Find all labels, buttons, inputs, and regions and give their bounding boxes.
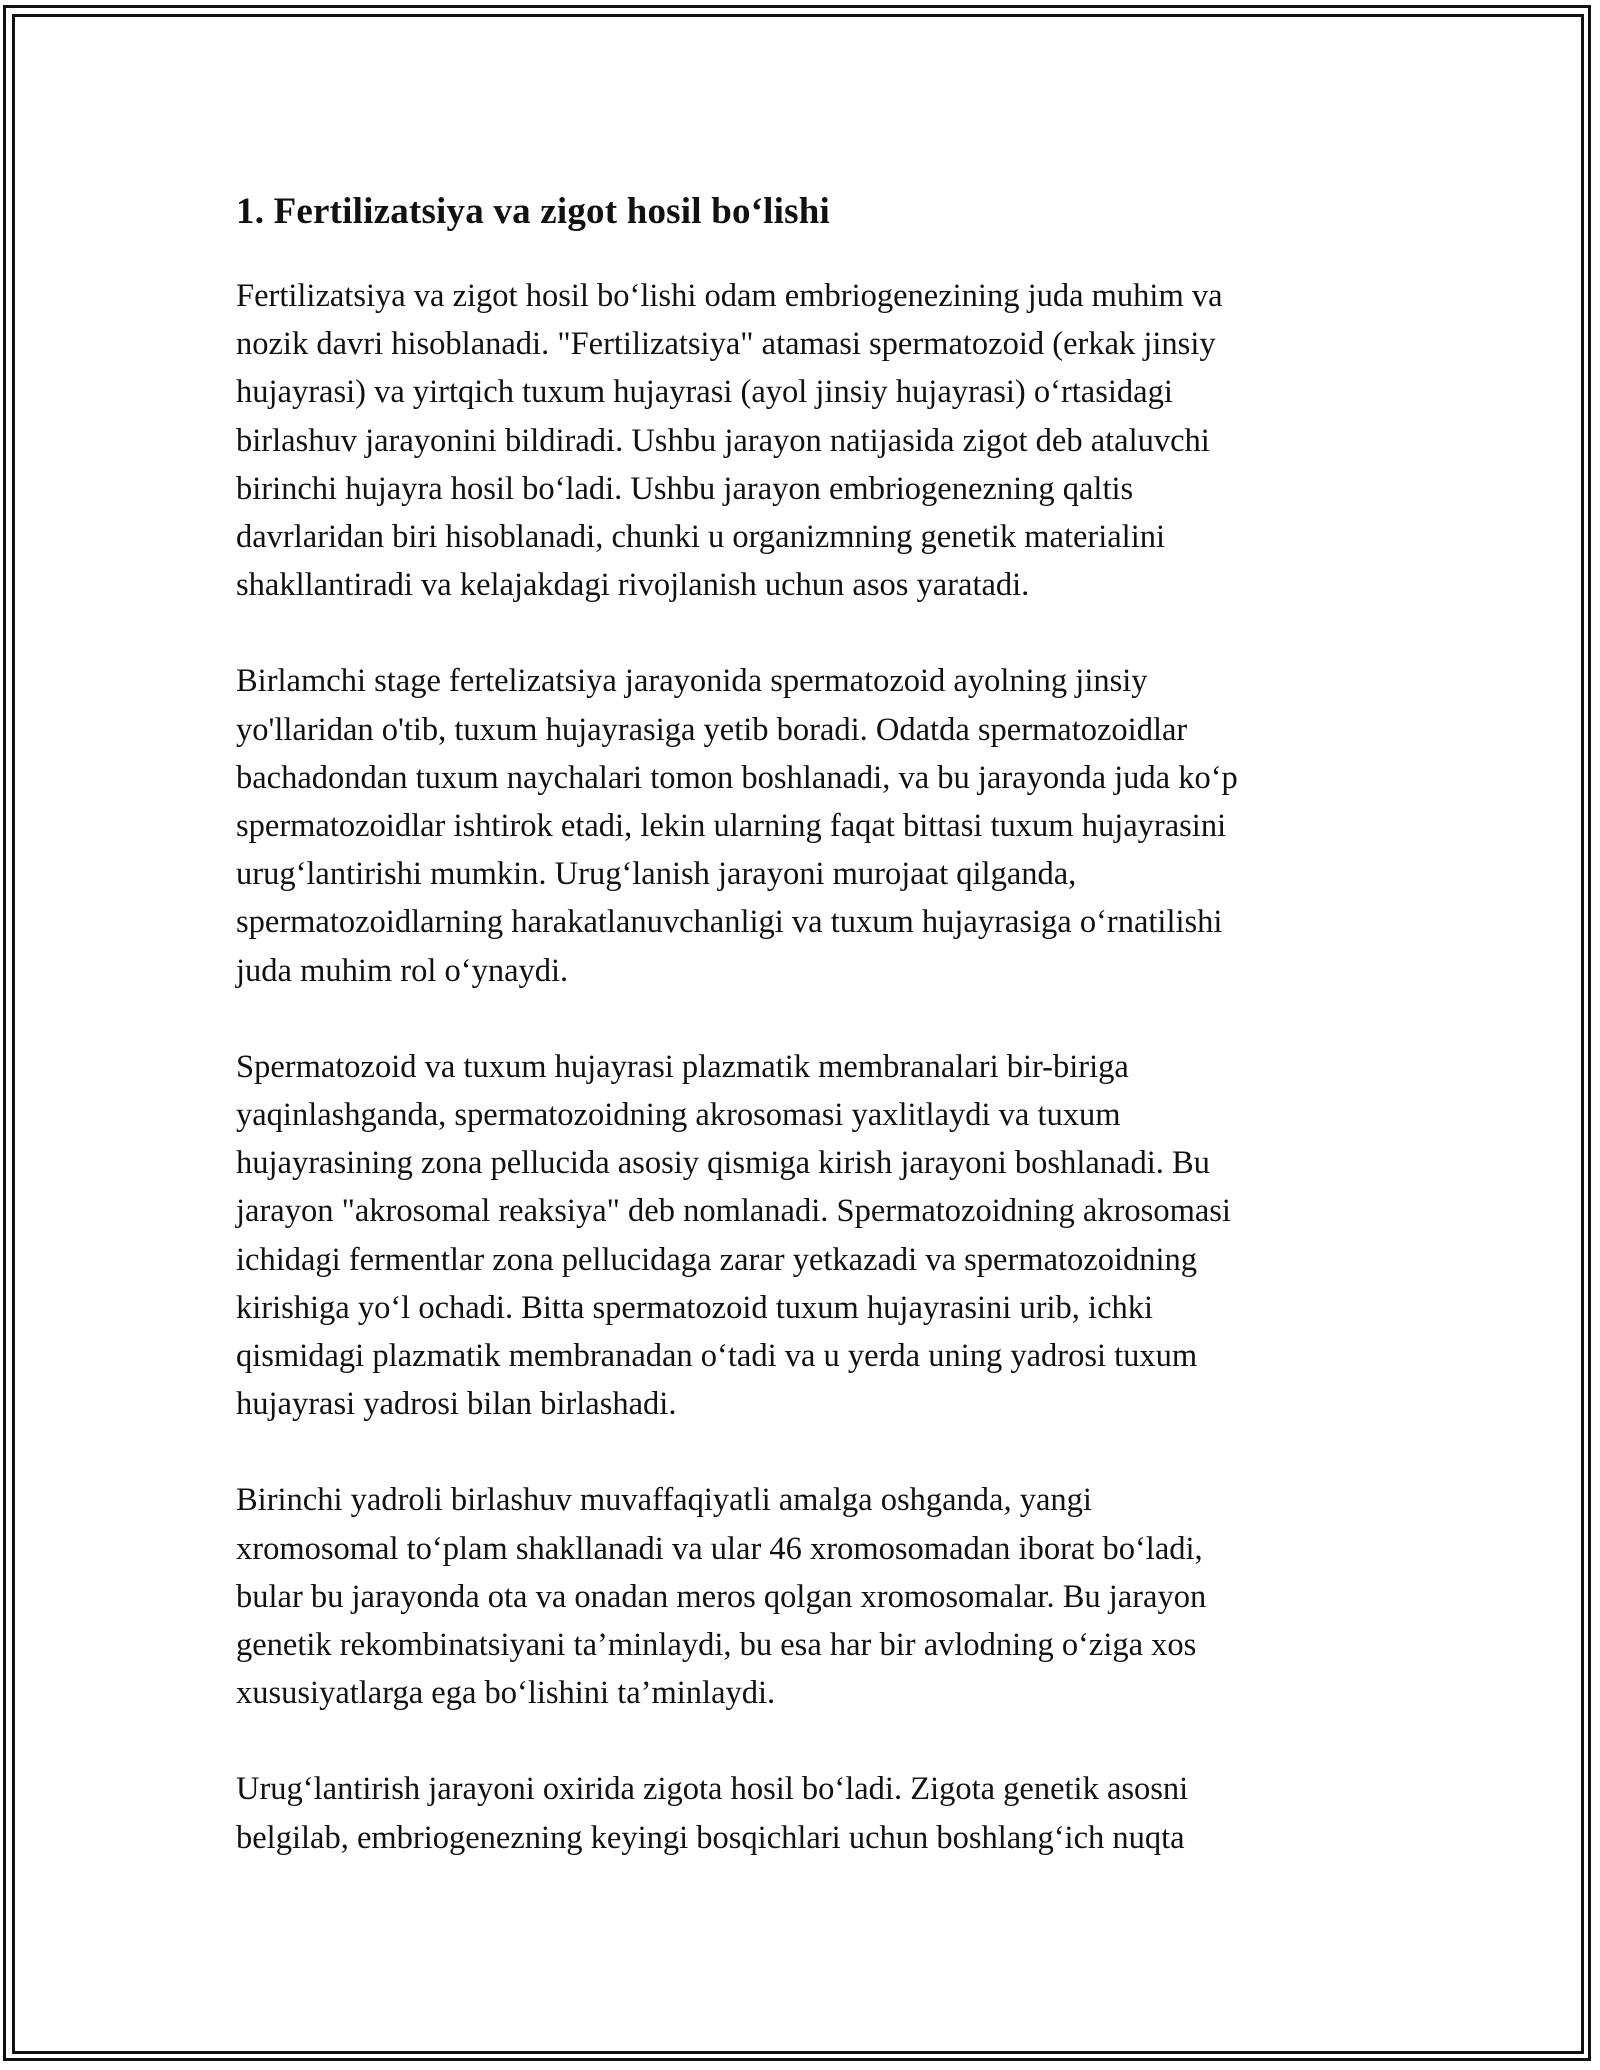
paragraph-acrosomal-reaction: Spermatozoid va tuxum hujayrasi plazmatik membranalari bir-biriga yaqinlashganda, spermatozoidning akrosomasi yaxlitlaydi va tuxum hujayrasining zona pellucida asosiy qismiga kirish jarayoni boshlanadi. Bu jarayon "akrosomal reaksiya" deb nomlanadi. Spermatozoidning akrosomasi ichidagi fermentlar zona pellucidaga zarar yetkazadi va spermatozoidning kirishiga yo‘l ochadi. Bitta spermatozoid tuxum hujayrasini urib, ichki qismidagi plazmatik membranadan o‘tadi va u yerda uning yadrosi tuxum hujayrasi yadrosi bilan birlashadi.: [236, 1048, 1231, 1423]
paragraph-zygote-formation: Urug‘lantirish jarayoni oxirida zigota hosil bo‘ladi. Zigota genetik asosni belgilab, embriogenezning keyingi bosqichlari uchun boshlang‘ich nuqta: [236, 1771, 1189, 1856]
paragraph-nuclear-fusion: Birinchi yadroli birlashuv muvaffaqiyatli amalga oshganda, yangi xromosomal to‘plam shakllanadi va ular 46 xromosomadan iborat bo‘ladi, bular bu jarayonda ota va onadan meros qolgan xromosomalar. Bu jarayon genetik rekombinatsiyani ta’minlaydi, bu esa har bir avlodning o‘ziga xos xususiyatlarga ega bo‘lishini ta’minlaydi.: [236, 1482, 1207, 1712]
document-body: [236, 182, 1376, 1910]
section-heading: 1. Fertilizatsiya va zigot hosil bo‘lishi: [236, 191, 831, 232]
paragraph-sperm-journey: Birlamchi stage fertelizatsiya jarayonida spermatozoid ayolning jinsiy yo'llaridan o'tib, tuxum hujayrasiga yetib boradi. Odatda spermatozoidlar bachadondan tuxum naychalari tomon boshlanadi, va bu jarayonda juda ko‘p spermatozoidlar ishtirok etadi, lekin ularning faqat bittasi tuxum hujayrasini urug‘lantirishi mumkin. Urug‘lanish jarayoni murojaat qilganda, spermatozoidlarning harakatlanuvchanligi va tuxum hujayrasiga o‘rnatilishi juda muhim rol o‘ynaydi.: [236, 663, 1238, 989]
paragraph-fertilization-intro: Fertilizatsiya va zigot hosil bo‘lishi odam embriogenezining juda muhim va nozik davri hisoblanadi. "Fertilizatsiya" atamasi spermatozoid (erkak jinsiy hujayrasi) va yirtqich tuxum hujayrasi (ayol jinsiy hujayrasi) o‘rtasidagi birlashuv jarayonini bildiradi. Ushbu jarayon natijasida zigot deb ataluvchi birinchi hujayra hosil bo‘ladi. Ushbu jarayon embriogenezning qaltis davrlaridan biri hisoblanadi, chunki u organizmning genetik materialini shakllantiradi va kelajakdagi rivojlanish uchun asos yaratadi.: [236, 278, 1223, 604]
